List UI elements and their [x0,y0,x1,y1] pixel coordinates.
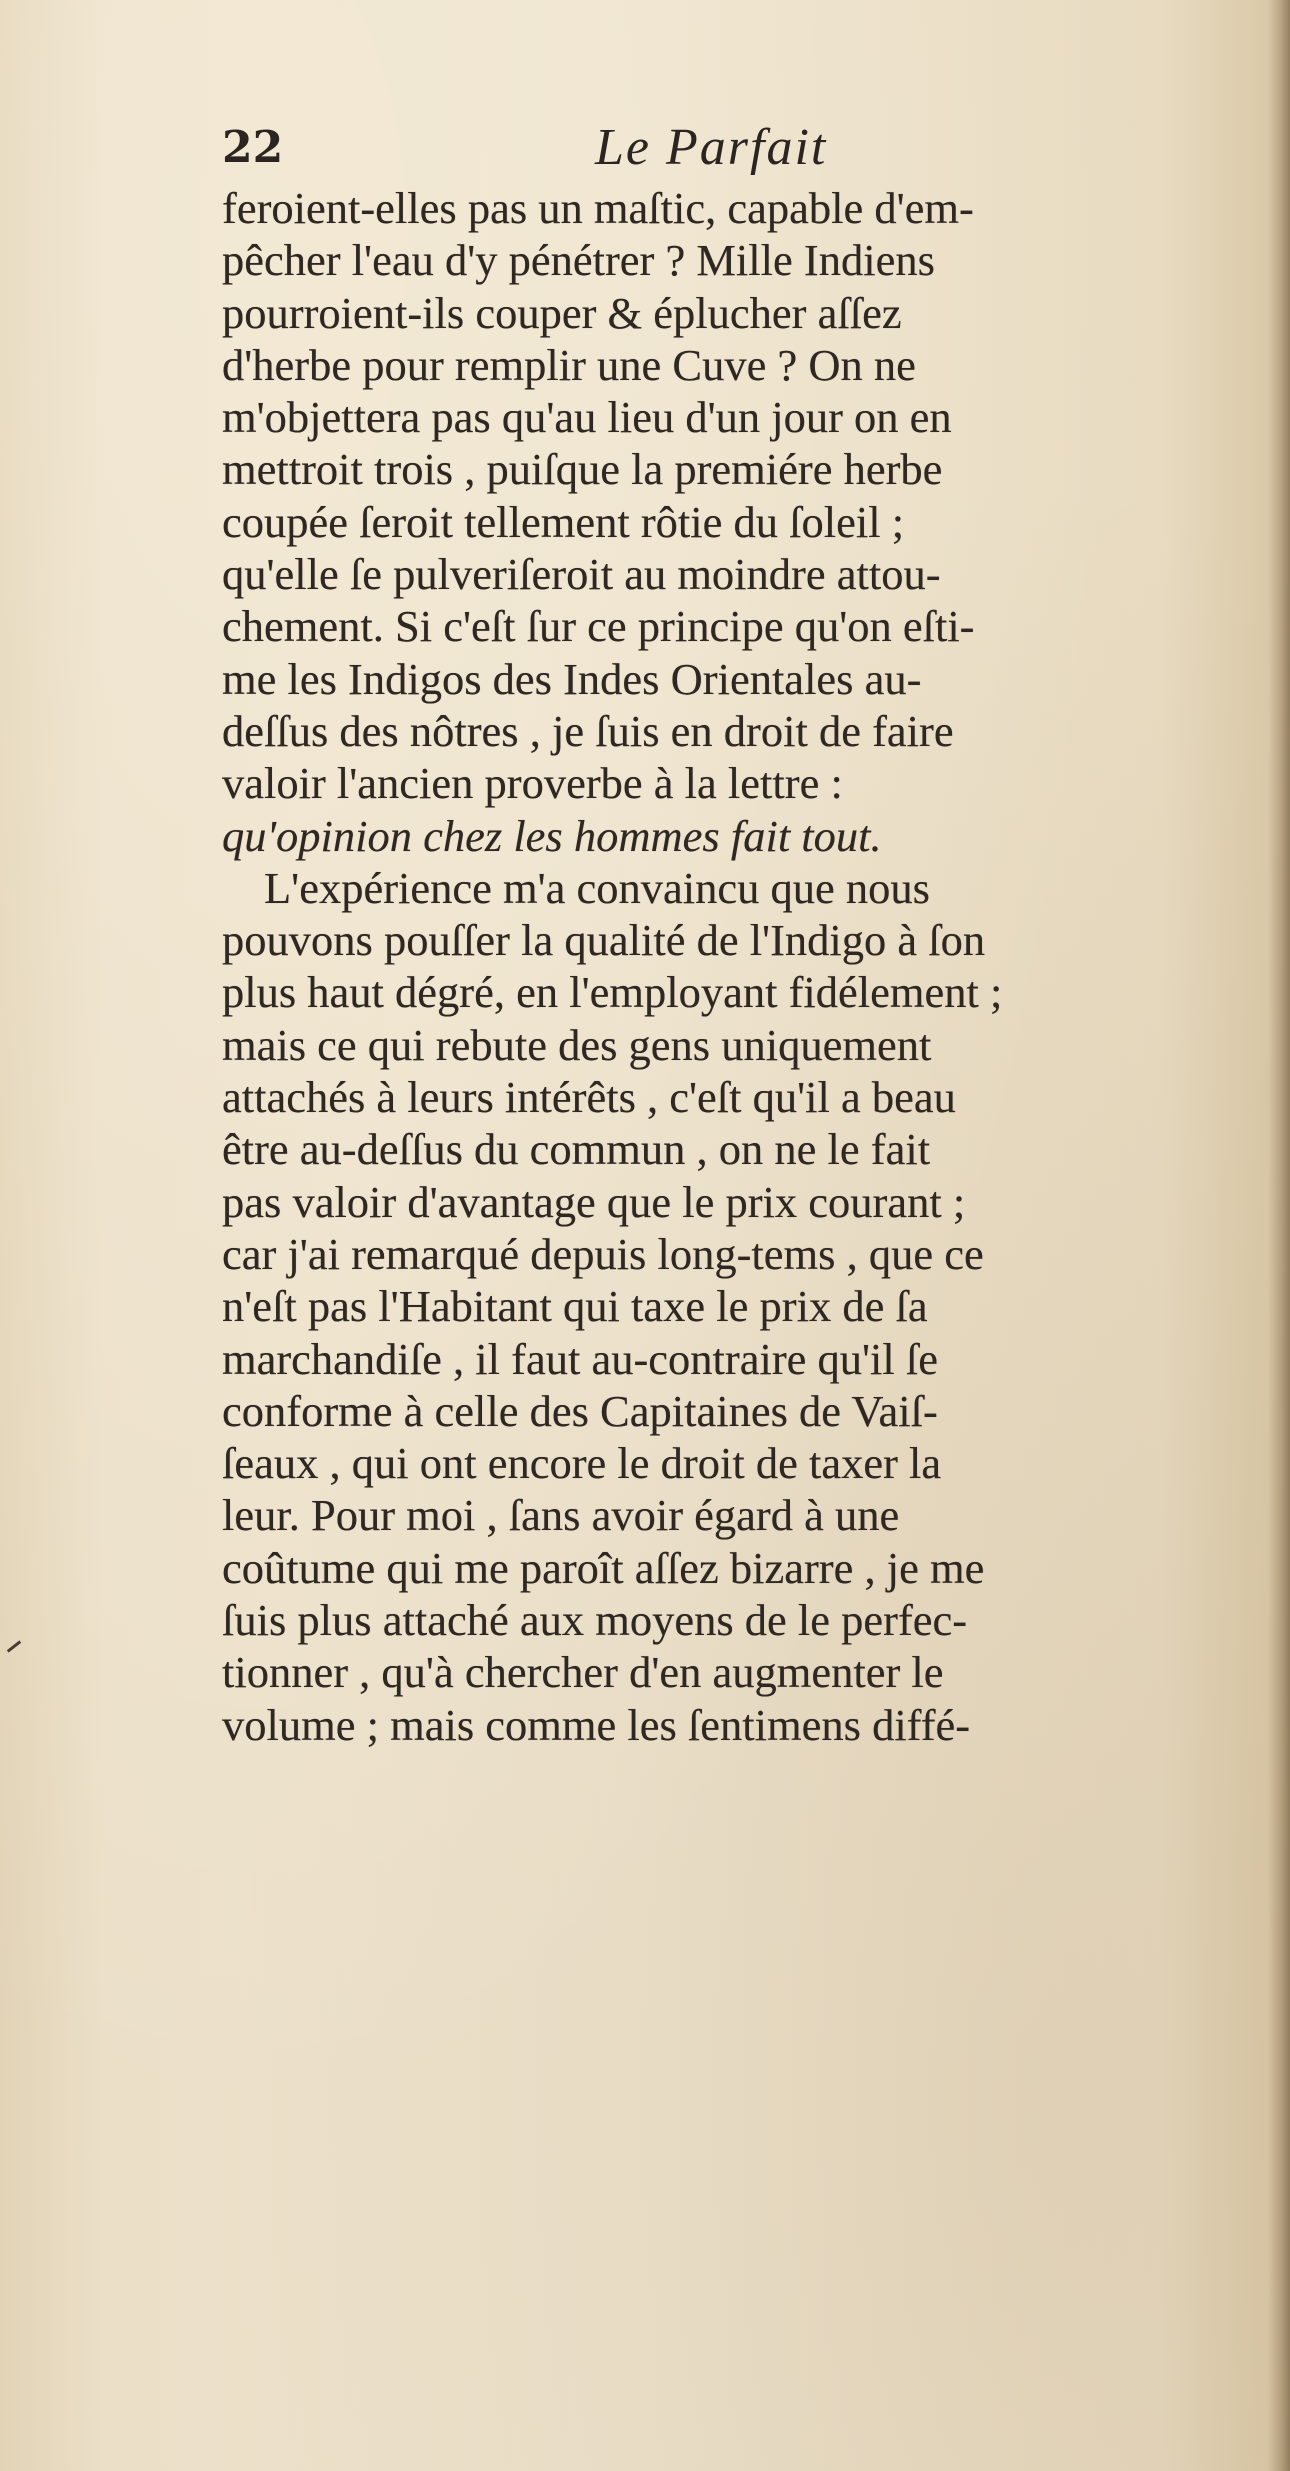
text-line: pourroient-ils couper & éplucher aſſez [222,287,902,338]
text-line: attachés à leurs intérêts , c'eſt qu'il a beau [222,1072,956,1123]
text-line: pouvons pouſſer la qualité de l'Indigo à ſon [222,915,986,966]
text-line: plus haut dégré, en l'employant fidélement ; [222,967,1003,1018]
text-line: deſſus des nôtres , je ſuis en droit de faire [222,705,954,756]
text-line: pas valoir d'avantage que le prix courant ; [222,1176,966,1227]
text-line: d'herbe pour remplir une Cuve ? On ne [222,339,916,390]
text-line: ſuis plus attaché aux moyens de le perfec- [222,1595,968,1646]
text-line: chement. Si c'eſt ſur ce principe qu'on eſti- [222,601,975,652]
text-line: volume ; mais comme les ſentimens diffé- [222,1699,971,1750]
italic-proverb-line: qu'opinion chez les hommes fait tout. [222,810,882,861]
text-line: être au-deſſus du commun , on ne le fait [222,1124,931,1175]
body-text [222,182,1290,1751]
text-line: pêcher l'eau d'y pénétrer ? Mille Indiens [222,235,935,286]
paragraph-start-line: L'expérience m'a convaincu que nous [264,862,930,913]
text-line: me les Indigos des Indes Orientales au- [222,653,922,704]
text-line: coûtume qui me paroît aſſez bizarre , je me [222,1542,985,1593]
text-line: car j'ai remarqué depuis long-tems , que ce [222,1228,984,1279]
running-title: Le Parfait [595,119,828,176]
text-line: ſeaux , qui ont encore le droit de taxer la [222,1438,942,1489]
text-line: n'eſt pas l'Habitant qui taxe le prix de ſa [222,1281,928,1332]
running-head [0,118,1290,178]
text-line: m'objettera pas qu'au lieu d'un jour on en [222,392,952,443]
text-line: leur. Pour moi , ſans avoir égard à une [222,1490,900,1541]
text-line: valoir l'ancien proverbe à la lettre : [222,758,843,809]
text-line: conforme à celle des Capitaines de Vaiſ- [222,1385,938,1436]
text-line: mais ce qui rebute des gens uniquement [222,1019,932,1070]
text-line: mettroit trois , puiſque la premiére herbe [222,444,943,495]
text-line: tionner , qu'à chercher d'en augmenter le [222,1647,944,1698]
text-line: feroient-elles pas un maſtic, capable d'em- [222,183,974,233]
text-line: coupée ſeroit tellement rôtie du ſoleil ; [222,496,905,547]
page-number: 22 [222,122,284,173]
text-line: marchandiſe , il faut au-contraire qu'il ſe [222,1333,938,1384]
margin-mark [7,1640,21,1652]
text-line: qu'elle ſe pulveriſeroit au moindre attou- [222,549,941,600]
